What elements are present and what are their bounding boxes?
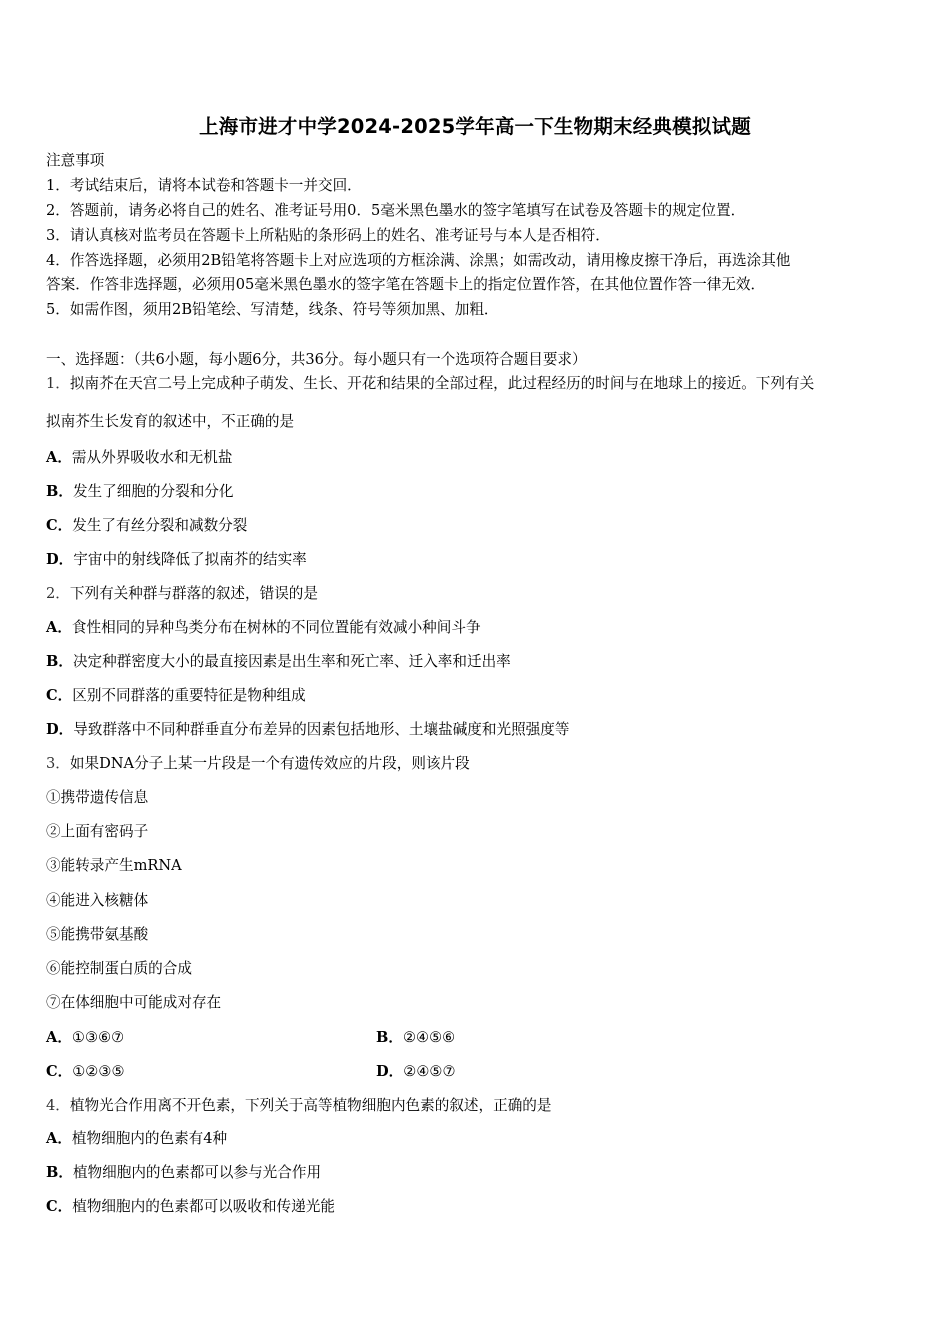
option-text: 发生了细胞的分裂和分化 [72, 483, 234, 500]
option-text: 决定种群密度大小的最直接因素是出生率和死亡率、迁入率和迁出率 [72, 653, 511, 670]
option-c [46, 1197, 335, 1217]
option-letter: D． [46, 551, 74, 568]
notice-item: 答案．作答非选择题，必须用05毫米黑色墨水的签字笔在答题卡上的指定位置作答，在其他位置作答一律无效． [46, 276, 766, 293]
notice-heading: 注意事项 [46, 152, 105, 169]
option-d [46, 720, 569, 740]
question-2-stem [46, 584, 318, 604]
option-a [46, 448, 232, 468]
option-b [46, 652, 511, 672]
option-letter: C． [46, 1063, 73, 1080]
option-letter: A． [46, 1130, 72, 1147]
option-letter: C． [46, 687, 73, 704]
statement-item: ⑤能携带氨基酸 [46, 926, 149, 943]
option-text: 宇宙中的射线降低了拟南芥的结实率 [73, 551, 307, 568]
question-number: 3． [46, 755, 70, 772]
option-c [46, 1062, 125, 1082]
question-3-stem [46, 754, 470, 774]
option-a [46, 1129, 227, 1149]
notice-item: 1．考试结束后，请将本试卷和答题卡一并交回． [46, 177, 362, 194]
option-letter: A． [46, 449, 72, 466]
option-letter: B． [46, 1164, 73, 1181]
question-4-stem [46, 1096, 552, 1116]
option-letter: C． [46, 1198, 73, 1215]
question-text: 拟南芥在天宫二号上完成种子萌发、生长、开花和结果的全部过程，此过程经历的时间与在地球上的接近。下列有关 [69, 375, 815, 392]
option-b [46, 482, 233, 502]
option-b [46, 1163, 321, 1183]
option-text: 需从外界吸收水和无机盐 [71, 449, 233, 466]
section-heading: 一、选择题：（共6小题，每小题6分，共36分。每小题只有一个选项符合题目要求） [46, 351, 587, 368]
option-text: ①②③⑤ [72, 1063, 125, 1080]
option-text: 导致群落中不同种群垂直分布差异的因素包括地形、土壤盐碱度和光照强度等 [73, 721, 570, 738]
option-d [46, 550, 307, 570]
question-text: 如果DNA分子上某一片段是一个有遗传效应的片段，则该片段 [69, 755, 470, 772]
page-title: 上海市进才中学2024-2025学年高一下生物期末经典模拟试题 [199, 115, 751, 138]
option-text: ②④⑤⑦ [403, 1063, 456, 1080]
option-a [46, 618, 481, 638]
statement-item: ②上面有密码子 [46, 823, 149, 840]
option-text: ①③⑥⑦ [71, 1029, 125, 1046]
option-b [376, 1028, 455, 1048]
option-letter: A． [46, 1029, 72, 1046]
statement-item: ④能进入核糖体 [46, 892, 149, 909]
option-text: 食性相同的异种鸟类分布在树林的不同位置能有效减小种间斗争 [71, 619, 481, 636]
option-text: 植物细胞内的色素都可以参与光合作用 [72, 1164, 322, 1181]
option-letter: C． [46, 517, 73, 534]
option-c [46, 516, 247, 536]
notice-item: 2．答题前，请务必将自己的姓名、准考证号用0．5毫米黑色墨水的签字笔填写在试卷及答题卡的规定位置． [46, 202, 746, 219]
option-text: 发生了有丝分裂和减数分裂 [72, 517, 248, 534]
question-number: 4． [46, 1097, 70, 1114]
question-1-stem-cont: 拟南芥生长发育的叙述中，不正确的是 [46, 413, 295, 430]
statement-item: ⑦在体细胞中可能成对存在 [46, 994, 222, 1011]
question-text: 植物光合作用离不开色素，下列关于高等植物细胞内色素的叙述，正确的是 [69, 1097, 552, 1114]
option-text: 区别不同群落的重要特征是物种组成 [72, 687, 306, 704]
notice-item: 5．如需作图，须用2B铅笔绘、写清楚，线条、符号等须加黑、加粗． [46, 301, 499, 318]
option-c [46, 686, 306, 706]
question-1-stem [46, 374, 814, 394]
question-number: 2． [46, 585, 70, 602]
statement-item: ⑥能控制蛋白质的合成 [46, 960, 192, 977]
option-letter: D． [376, 1063, 404, 1080]
option-letter: A． [46, 619, 72, 636]
notice-item: 3．请认真核对监考员在答题卡上所粘贴的条形码上的姓名、准考证号与本人是否相符． [46, 227, 610, 244]
option-text: ②④⑤⑥ [402, 1029, 456, 1046]
notice-item: 4．作答选择题，必须用2B铅笔将答题卡上对应选项的方框涂满、涂黑；如需改动，请用橡皮擦干净后，再选涂其他 [46, 252, 791, 269]
option-d [376, 1062, 456, 1082]
option-text: 植物细胞内的色素有4种 [71, 1130, 228, 1147]
statement-item: ③能转录产生mRNA [46, 857, 182, 874]
option-letter: B． [46, 653, 73, 670]
statement-item: ①携带遗传信息 [46, 789, 149, 806]
option-a [46, 1028, 124, 1048]
option-letter: D． [46, 721, 74, 738]
question-text: 下列有关种群与群落的叙述，错误的是 [69, 585, 318, 602]
question-number: 1． [46, 375, 70, 392]
option-letter: B． [46, 483, 73, 500]
option-text: 植物细胞内的色素都可以吸收和传递光能 [72, 1198, 335, 1215]
option-letter: B． [376, 1029, 403, 1046]
